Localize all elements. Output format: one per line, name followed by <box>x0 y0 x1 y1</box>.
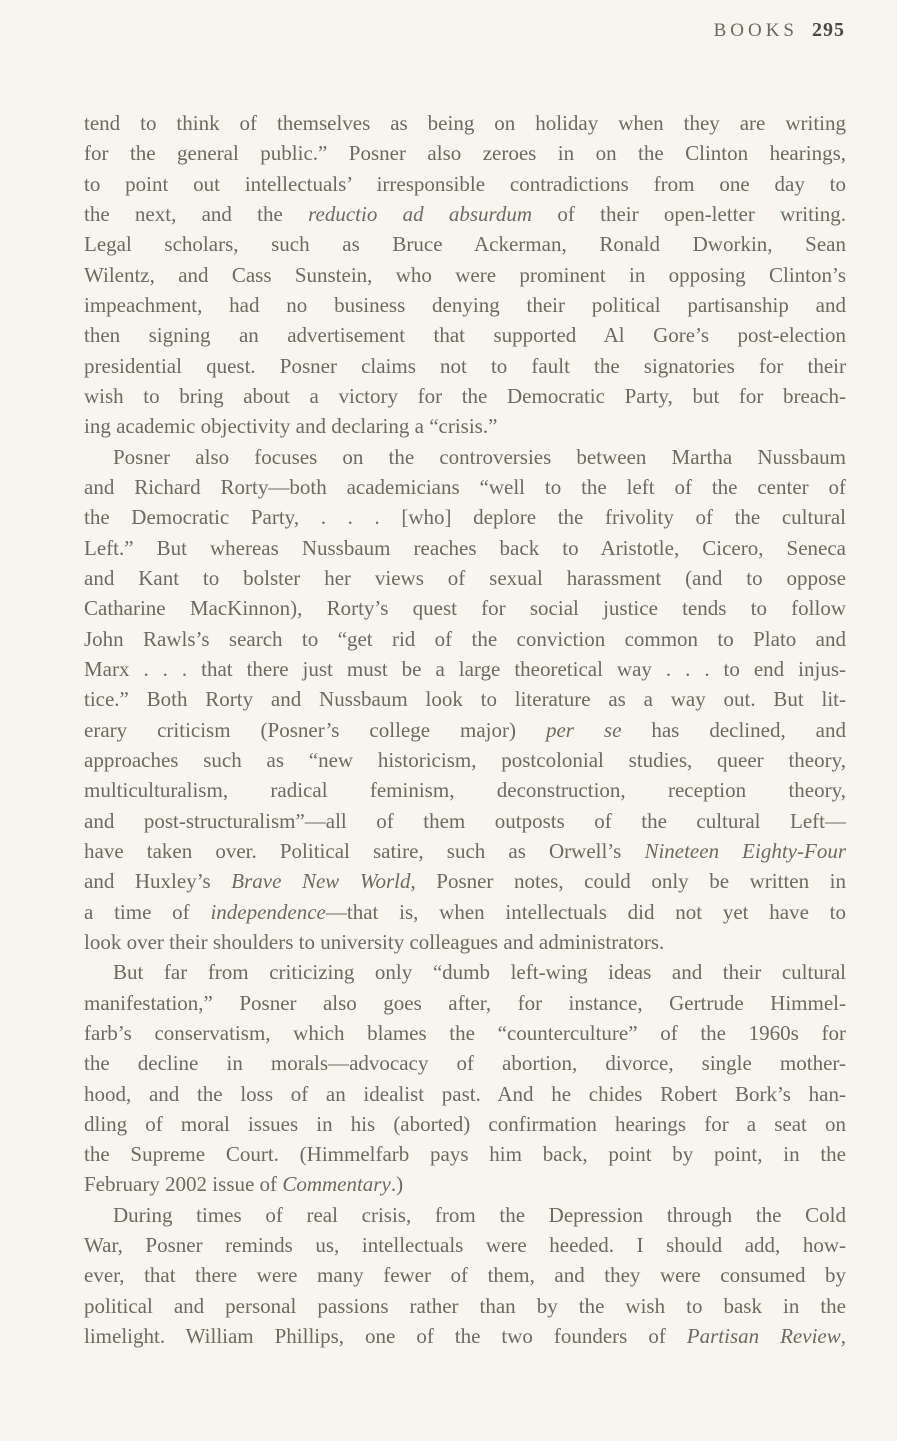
regular-text: and post-structuralism”—all of them outposts of the cultural Left— <box>84 808 846 833</box>
italic-text: Partisan Review <box>686 1324 841 1349</box>
regular-text: ever, that there were many fewer of them, and they were consumed by <box>84 1263 846 1288</box>
italic-text: per se <box>545 717 622 742</box>
text-line <box>84 1109 846 1139</box>
regular-text: Posner also focuses on the controversies between Martha Nussbaum <box>113 444 846 469</box>
regular-text: and Huxley’s <box>84 869 232 894</box>
text-line <box>84 715 846 745</box>
text-line <box>84 1169 846 1199</box>
regular-text: But far from criticizing only “dumb left-wing ideas and their cultural <box>113 960 846 985</box>
regular-text: the Democratic Party, . . . [who] deplore the frivolity of the cultural <box>84 505 846 530</box>
text-line <box>84 533 846 563</box>
regular-text: have taken over. Political satire, such as Orwell’s <box>84 838 645 863</box>
article-text-block <box>84 108 846 1351</box>
paragraph <box>84 957 846 1200</box>
regular-text: to point out intellectuals’ irresponsible contradictions from one day to <box>84 171 846 196</box>
paragraph <box>84 1200 846 1352</box>
text-line <box>84 1321 846 1351</box>
italic-text: Commentary <box>282 1172 391 1197</box>
regular-text: wish to bring about a victory for the Democratic Party, but for breach- <box>84 383 846 408</box>
regular-text: of their open-letter writing. <box>532 201 847 226</box>
regular-text: presidential quest. Posner claims not to fault the signatories for their <box>84 353 846 378</box>
regular-text: , <box>840 1324 846 1349</box>
text-line <box>84 1048 846 1078</box>
paragraph <box>84 108 846 442</box>
text-line <box>84 745 846 775</box>
regular-text: the decline in morals—advocacy of abortion, divorce, single mother- <box>84 1051 846 1076</box>
text-line <box>84 866 846 896</box>
text-line <box>84 1079 846 1109</box>
text-line <box>84 199 846 229</box>
text-line <box>84 260 846 290</box>
text-line <box>84 381 846 411</box>
regular-text: —that is, when intellectuals did not yet have to <box>325 899 846 924</box>
text-line <box>84 1139 846 1169</box>
regular-text: then signing an advertisement that supported Al Gore’s post-election <box>84 323 846 348</box>
regular-text: hood, and the loss of an idealist past. And he chides Robert Bork’s han- <box>84 1081 846 1106</box>
text-line <box>84 988 846 1018</box>
regular-text: Marx . . . that there just must be a large theoretical way . . . to end injus- <box>84 656 846 681</box>
regular-text: Left.” But whereas Nussbaum reaches back to Aristotle, Cicero, Seneca <box>84 535 846 560</box>
text-line <box>84 927 846 957</box>
text-line <box>84 1291 846 1321</box>
text-line <box>84 290 846 320</box>
regular-text: , Posner notes, could only be written in <box>410 869 846 894</box>
text-line <box>84 654 846 684</box>
regular-text: During times of real crisis, from the Depression through the Cold <box>113 1202 846 1227</box>
text-line <box>84 684 846 714</box>
text-line <box>84 411 846 441</box>
regular-text: erary criticism (Posner’s college major) <box>84 717 546 742</box>
text-line <box>84 775 846 805</box>
regular-text: political and personal passions rather than by the wish to bask in the <box>84 1293 846 1318</box>
regular-text: limelight. William Phillips, one of the two founders of <box>84 1324 687 1349</box>
text-line <box>84 472 846 502</box>
regular-text: for the general public.” Posner also zeroes in on the Clinton hearings, <box>84 141 846 166</box>
regular-text: a time of <box>84 899 211 924</box>
regular-text: manifestation,” Posner also goes after, for instance, Gertrude Himmel- <box>84 990 846 1015</box>
text-line <box>84 1230 846 1260</box>
italic-text: Brave New World <box>231 869 411 894</box>
page-number: 295 <box>812 19 845 41</box>
text-line <box>84 108 846 138</box>
regular-text: Wilentz, and Cass Sunstein, who were prominent in opposing Clinton’s <box>84 262 846 287</box>
regular-text: Catharine MacKinnon), Rorty’s quest for social justice tends to follow <box>84 596 846 621</box>
regular-text: dling of moral issues in his (aborted) confirmation hearings for a seat on <box>84 1111 846 1136</box>
italic-text: Nineteen Eighty-Four <box>644 838 846 863</box>
regular-text: and Kant to bolster her views of sexual harassment (and to oppose <box>84 565 846 590</box>
text-line <box>84 138 846 168</box>
text-line <box>84 836 846 866</box>
italic-text: reductio ad absurdum <box>308 201 533 226</box>
text-line <box>84 1200 846 1230</box>
regular-text: multiculturalism, radical feminism, deconstruction, reception theory, <box>84 778 846 803</box>
regular-text: and Richard Rorty—both academicians “well to the left of the center of <box>84 474 846 499</box>
page-header <box>714 19 845 42</box>
text-line <box>84 442 846 472</box>
regular-text: has declined, and <box>621 717 846 742</box>
text-line <box>84 169 846 199</box>
regular-text: the next, and the <box>84 201 309 226</box>
italic-text: independence <box>210 899 326 924</box>
section-label: BOOKS <box>713 20 798 41</box>
regular-text: tend to think of themselves as being on holiday when they are writing <box>84 111 846 135</box>
regular-text: .) <box>390 1172 404 1197</box>
paragraph <box>84 442 846 958</box>
regular-text: February 2002 issue of <box>84 1172 283 1197</box>
text-line <box>84 351 846 381</box>
regular-text: tice.” Both Rorty and Nussbaum look to literature as a way out. But lit- <box>84 687 846 712</box>
text-line <box>84 229 846 259</box>
text-line <box>84 897 846 927</box>
regular-text: John Rawls’s search to “get rid of the conviction common to Plato and <box>84 626 846 651</box>
text-line <box>84 320 846 350</box>
regular-text: War, Posner reminds us, intellectuals were heeded. I should add, how- <box>84 1233 846 1258</box>
text-line <box>84 502 846 532</box>
regular-text: ing academic objectivity and declaring a “crisis.” <box>84 414 498 439</box>
text-line <box>84 624 846 654</box>
regular-text: the Supreme Court. (Himmelfarb pays him back, point by point, in the <box>84 1142 846 1167</box>
text-line <box>84 806 846 836</box>
text-line <box>84 957 846 987</box>
text-line <box>84 593 846 623</box>
regular-text: Legal scholars, such as Bruce Ackerman, Ronald Dworkin, Sean <box>84 232 846 257</box>
text-line <box>84 1018 846 1048</box>
regular-text: impeachment, had no business denying their political partisanship and <box>84 292 846 317</box>
text-line <box>84 563 846 593</box>
regular-text: approaches such as “new historicism, postcolonial studies, queer theory, <box>84 747 846 772</box>
regular-text: look over their shoulders to university colleagues and administrators. <box>84 929 665 954</box>
text-line <box>84 1260 846 1290</box>
regular-text: farb’s conservatism, which blames the “counterculture” of the 1960s for <box>84 1020 846 1045</box>
